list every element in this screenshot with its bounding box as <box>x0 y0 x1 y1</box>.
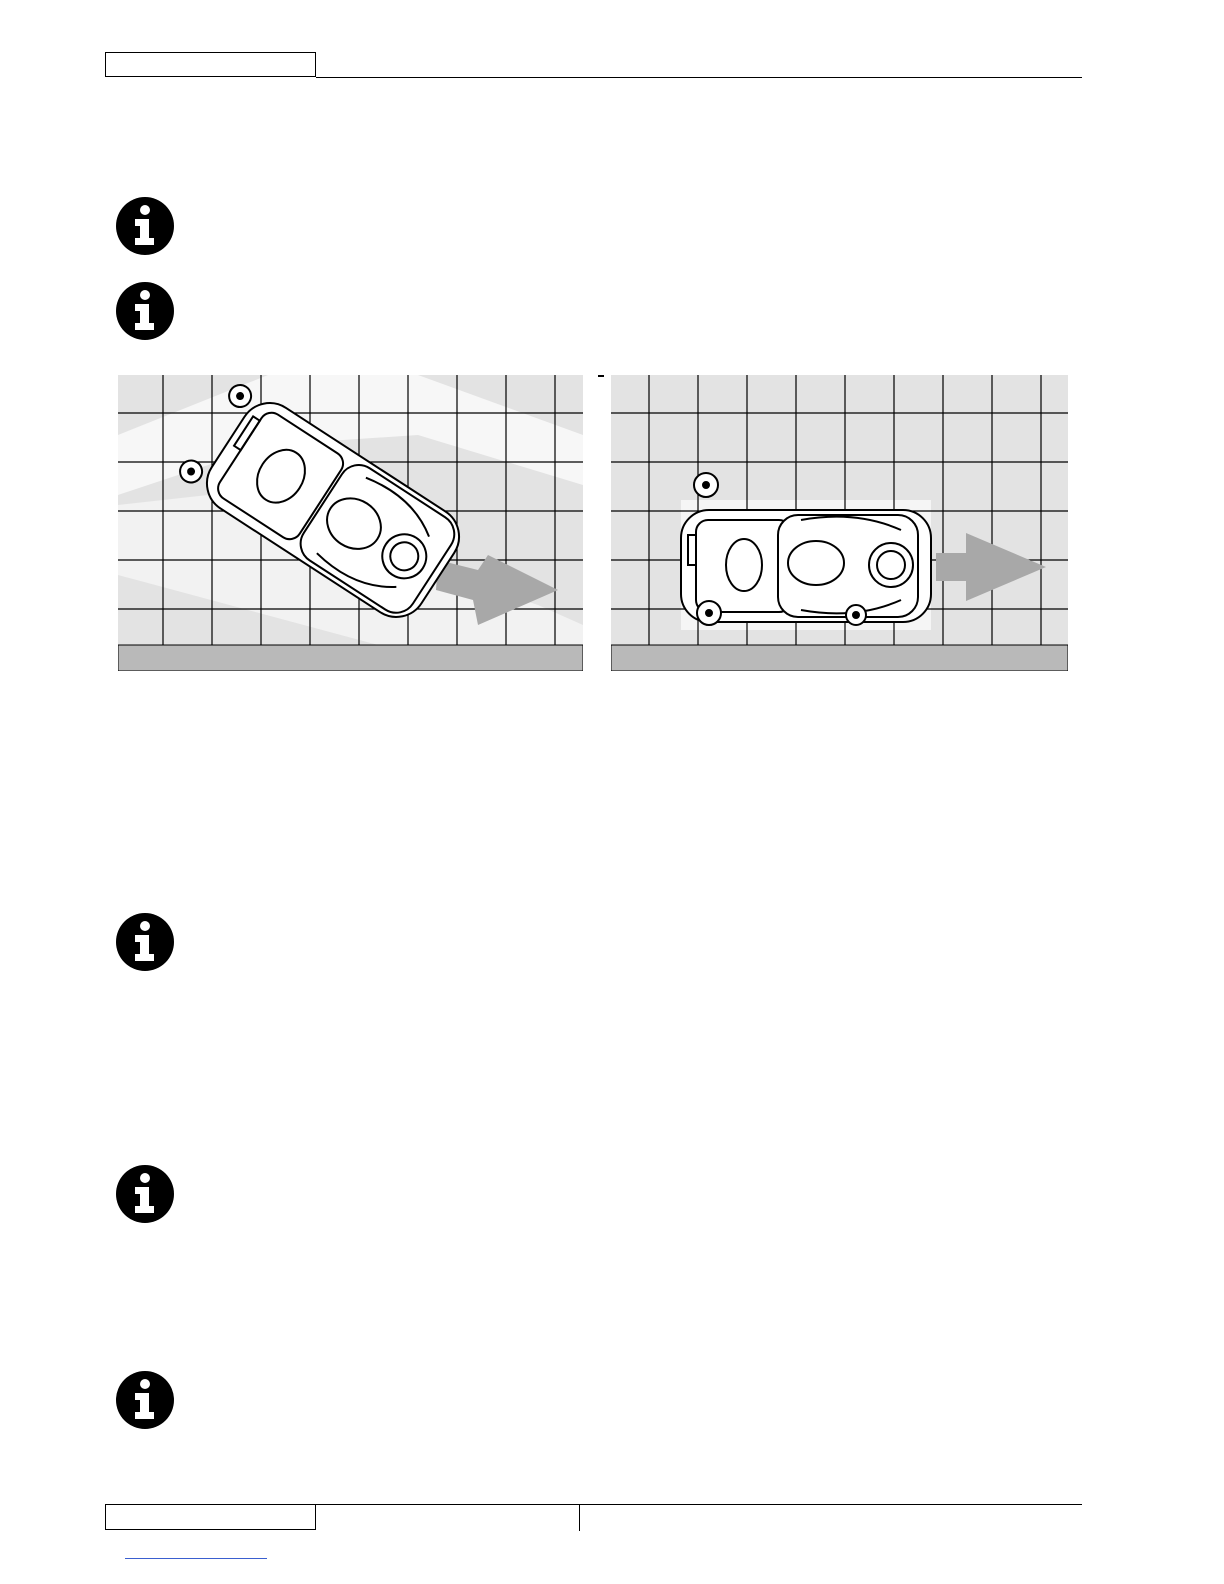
figure-panel-angled <box>118 375 583 671</box>
figure-divider-mark <box>598 375 604 377</box>
footer-divider <box>579 1504 580 1531</box>
figure-panel-parallel <box>611 375 1068 671</box>
footer-link-underline[interactable] <box>125 1558 267 1559</box>
footer-rule <box>316 1504 1082 1505</box>
info-icon <box>115 912 175 972</box>
info-icon <box>115 1164 175 1224</box>
floor-grid-illustration <box>118 375 583 671</box>
footer-box <box>105 1504 316 1530</box>
floor-grid-illustration <box>611 375 1068 671</box>
info-icon <box>115 1370 175 1430</box>
info-icon <box>115 196 175 256</box>
header-rule <box>316 77 1082 78</box>
info-icon <box>115 281 175 341</box>
header-box <box>105 52 316 77</box>
